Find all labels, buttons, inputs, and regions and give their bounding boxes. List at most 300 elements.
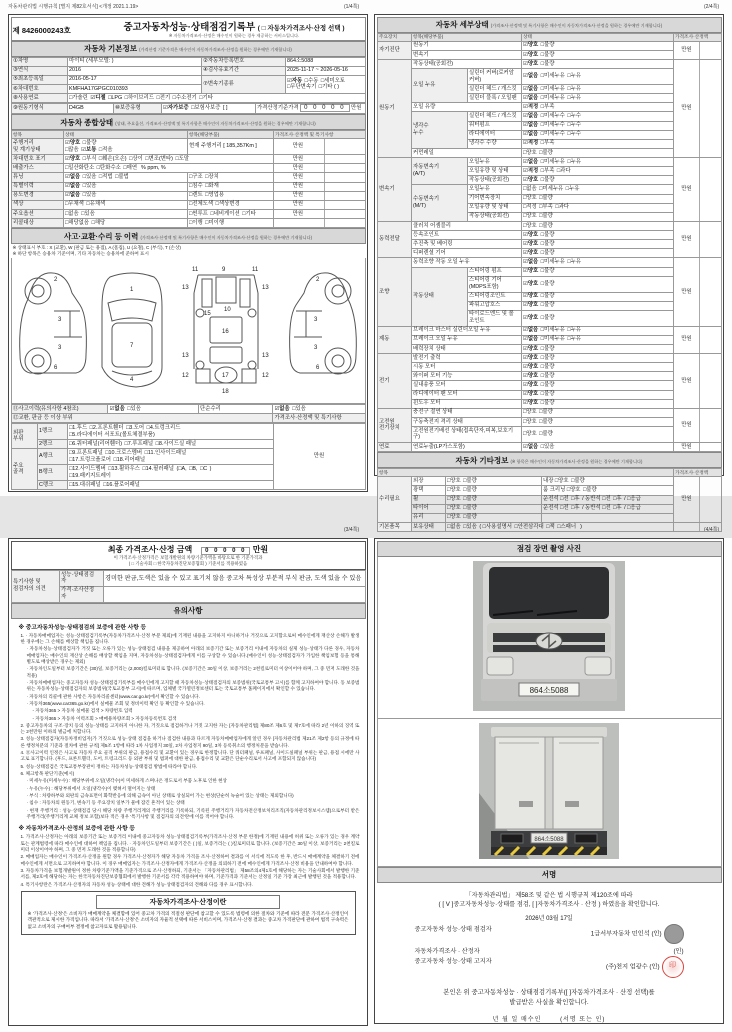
cell-text: 커먼레일 xyxy=(413,149,434,156)
checkbox-전[interactable]: □전 xyxy=(602,505,611,512)
checkbox-누유[interactable]: □누유 xyxy=(567,158,582,165)
checkbox-잭[interactable]: □잭 xyxy=(546,523,555,530)
checkbox-불량[interactable]: □불량 xyxy=(540,249,555,256)
checkbox-후[interactable]: □후 xyxy=(571,505,580,512)
row-label xyxy=(411,267,467,326)
checkbox-양호[interactable]: ☑양호 xyxy=(523,51,539,58)
cell-text: B랭크 xyxy=(39,469,54,476)
checkbox-장치[interactable]: □장치 xyxy=(205,174,219,181)
cell xyxy=(63,219,187,228)
checkbox-스패너[interactable]: □스패너 xyxy=(557,523,577,530)
checkbox-해당없음[interactable]: □해당없음 xyxy=(65,219,90,226)
checkbox-적정[interactable]: ☑적정 xyxy=(523,167,539,174)
cell-text: ⑦변속기종류 xyxy=(203,81,234,87)
checkbox-가솔린[interactable]: □가솔린 xyxy=(69,94,88,101)
cell-text: (M/T) xyxy=(413,203,426,210)
checkbox-없음[interactable]: ☑없음 xyxy=(523,122,539,129)
cell xyxy=(467,158,521,167)
checkbox-세미오토[interactable]: □세미오토 xyxy=(320,77,346,84)
checkbox-전[interactable]: □전 xyxy=(560,496,569,503)
checkbox-양호[interactable]: □양호 xyxy=(566,487,581,494)
checkbox-양호[interactable]: ☑양호 xyxy=(523,391,539,398)
checkbox-양호[interactable]: ☑양호 xyxy=(523,345,539,352)
cell xyxy=(67,449,273,465)
cell-text: 및 계기상태 xyxy=(13,146,41,153)
checkbox-4.트렁크리드[interactable]: □4.트렁크리드 xyxy=(146,425,181,431)
checkbox-불량[interactable]: □불량 xyxy=(540,372,555,379)
checkbox-부족[interactable]: □부족 xyxy=(539,204,553,211)
checkbox-불량[interactable]: □불량 xyxy=(540,268,555,275)
checkbox-없음[interactable]: □없음 xyxy=(447,523,461,530)
checkbox-부족[interactable]: □부족 xyxy=(540,140,555,147)
cell-text: 만원 xyxy=(681,496,692,503)
cell xyxy=(521,167,673,176)
rear-plate-text: 864소5088 xyxy=(534,836,564,843)
signer-row-notifier: 중고자동차 성능·상태 고지자 (주)천지 엄광수 (인) 印 xyxy=(414,956,683,978)
checkbox-전[interactable]: □전 xyxy=(602,496,611,503)
cell xyxy=(411,258,521,267)
checkbox-미세누수[interactable]: □미세누수 xyxy=(540,131,565,138)
checkbox-전체도색[interactable]: □전체도색 xyxy=(189,201,214,208)
checkbox-양호[interactable]: □양호 xyxy=(447,514,461,521)
cell xyxy=(198,405,272,414)
checkbox-불량[interactable]: □불량 xyxy=(539,149,553,156)
checkbox-불량[interactable]: □불량 xyxy=(540,400,555,407)
checkbox-불량[interactable]: □불량 xyxy=(540,42,555,49)
checkbox-불량[interactable]: □불량 xyxy=(540,345,555,352)
cell-text: ( xyxy=(176,465,179,472)
checkbox-양호[interactable]: ☑양호 xyxy=(523,176,539,183)
cell-text: 만원 xyxy=(681,288,692,295)
cell xyxy=(411,50,521,59)
checkbox-미세누유[interactable]: □미세누유 xyxy=(540,158,565,165)
svg-text:2: 2 xyxy=(54,277,58,284)
checkbox-양호[interactable]: □양호 xyxy=(447,487,461,494)
checkbox-후[interactable]: □후 xyxy=(571,496,580,503)
cell-text: 충전구 절연 상태 xyxy=(413,409,453,416)
checkbox-미세누유[interactable]: □미세누유 xyxy=(540,327,565,334)
checkbox-불량[interactable]: □불량 xyxy=(540,391,555,398)
cell xyxy=(673,408,721,442)
checkbox-응급[interactable]: □응급 xyxy=(627,496,641,503)
checkbox-양호[interactable]: ☑양호 xyxy=(523,249,539,256)
cell xyxy=(63,191,187,200)
final-price-title: 최종 가격조사·산정 금액 xyxy=(107,544,193,554)
checkbox-기타[interactable]: □기타 xyxy=(199,94,213,101)
cell-text: 등속조인트 xyxy=(413,231,440,238)
cell-text: 스티어링 기어(MDPS포함) xyxy=(469,277,502,291)
checkbox-미세누수[interactable]: □미세누수 xyxy=(540,113,565,120)
checkbox-누유[interactable]: □누유 xyxy=(567,336,582,343)
checkbox-미세누유[interactable]: □미세누유 xyxy=(540,336,565,343)
checkbox-불량[interactable]: □불량 xyxy=(539,418,553,425)
checkbox-미세누유[interactable]: □미세누유 xyxy=(539,186,564,193)
checkbox-9.프론트패널[interactable]: □9.프론트패널 xyxy=(69,450,103,456)
checkbox-11.인사이드패널[interactable]: □11.인사이드패널 xyxy=(144,450,187,456)
checkbox-없음[interactable]: □없음 xyxy=(523,186,537,193)
checkbox-미세누수[interactable]: □미세누수 xyxy=(540,122,565,129)
checkbox-적법[interactable]: □적법 xyxy=(98,174,113,181)
cell xyxy=(541,477,673,486)
cell-text: 자 xyxy=(61,594,67,601)
cell xyxy=(521,148,673,157)
checkbox-양호[interactable]: □양호 xyxy=(523,149,537,156)
cell xyxy=(467,301,521,310)
checkbox-양호[interactable]: ☑양호 xyxy=(523,60,539,67)
cell-text: ) xyxy=(578,523,582,530)
cell-text: 색상 xyxy=(13,201,24,208)
row-label xyxy=(11,414,272,423)
row-label xyxy=(11,84,67,93)
checkbox-있음[interactable]: □있음 xyxy=(540,443,555,450)
cell xyxy=(673,522,721,531)
checkbox-색상변경[interactable]: □색상변경 xyxy=(215,201,240,208)
checkbox-양호[interactable]: ☑양호 xyxy=(523,382,539,389)
notifier-seal: 印 xyxy=(662,956,684,978)
checkbox-누수[interactable]: □누수 xyxy=(567,122,582,129)
checkbox-불량[interactable]: □불량 xyxy=(463,477,477,484)
checkbox-12.사이드멤버[interactable]: □12.사이드멤버 xyxy=(69,465,106,472)
checkbox-응급[interactable]: □응급 xyxy=(627,505,641,512)
cell-text: ( xyxy=(479,523,483,530)
checkbox-보통[interactable]: ☑보통 xyxy=(81,146,97,153)
document-number: 제 8426000243호 xyxy=(12,25,71,35)
checkbox-양호[interactable]: □양호 xyxy=(554,477,569,484)
checkbox-변조(변타)[interactable]: □변조(변타) xyxy=(145,155,173,162)
checkbox-상이[interactable]: □상이 xyxy=(129,155,143,162)
cell-text: 냉각수 xyxy=(413,123,429,130)
checkbox-양호[interactable]: ☑양호 xyxy=(523,280,539,287)
cell-text: 2016-05-17 xyxy=(69,76,97,83)
checkbox-하이브리드[interactable]: □하이브리드 xyxy=(124,94,154,101)
checkbox-도말[interactable]: □도말 xyxy=(175,155,190,162)
checkbox-19.패키지트레이[interactable]: □19.패키지트레이 xyxy=(69,472,111,479)
notes-line: 2. 중고자동차의 구조·장치 등의 성능·상태를 고지하지 아니한 자, 거짓으로 점검하거나 거짓 고지한 자는 [자동차관리법] 제80조 제6호 및 제7호에 따라 2년 이하의 징역 또는 2천만원 이하의 벌금에 처합니다. xyxy=(20,722,360,735)
checkbox-있음[interactable]: □있음 xyxy=(81,210,95,217)
checkbox-양호[interactable]: ☑양호 xyxy=(523,314,539,321)
checkbox-불량[interactable]: □불량 xyxy=(540,280,555,287)
cell-text: 만원 xyxy=(681,421,692,428)
checkbox-6.쿼터패널(리어휀더)[interactable]: □6.쿼터패널(리어휀더) xyxy=(69,440,123,447)
cell-text: 고전원전기배선 상태(접속단자,피복,보호기구) xyxy=(413,427,514,441)
cell-text: 배출가스 xyxy=(13,164,34,171)
checkbox-미세누유[interactable]: □미세누유 xyxy=(540,73,565,80)
cell-text: 만원 xyxy=(681,47,692,53)
cell xyxy=(411,442,521,451)
cell-text: 작동상태(공회전) xyxy=(469,213,510,220)
checkbox-과다[interactable]: □과다 xyxy=(556,167,571,174)
checkbox-구조[interactable]: □구조 xyxy=(189,174,203,181)
checkbox-누수[interactable]: □누수 xyxy=(567,113,582,120)
checkbox-7.루프패널[interactable]: □7.루프패널 xyxy=(124,440,154,447)
checkbox-전[interactable]: □전 xyxy=(560,505,569,512)
checkbox-누유[interactable]: □누유 xyxy=(567,73,582,80)
checkbox-불량[interactable]: □불량 xyxy=(540,363,555,370)
cell xyxy=(521,399,673,408)
checkbox-양호[interactable]: ☑양호 xyxy=(523,302,539,309)
checkbox-없음[interactable]: ☑없음 xyxy=(65,183,81,190)
checkbox-불량[interactable]: □불량 xyxy=(82,139,97,146)
cell-text: 차대번호 표기 xyxy=(13,155,46,162)
checkbox-렌트[interactable]: □렌트 xyxy=(189,192,203,199)
svg-text:13: 13 xyxy=(262,285,269,292)
checkbox-보험사보증[interactable]: □보험사보증 xyxy=(191,105,221,112)
row-label xyxy=(11,200,63,209)
checkbox-불량[interactable]: □불량 xyxy=(540,176,555,183)
checkbox-없음[interactable]: ☑없음 xyxy=(523,259,539,266)
checkbox-적정[interactable]: □적정 xyxy=(523,204,537,211)
row-label xyxy=(377,522,411,531)
checkbox-양호[interactable]: ☑양호 xyxy=(523,293,539,300)
checkbox-탄화수소[interactable]: □탄화수소 xyxy=(96,164,121,171)
checkbox-불량[interactable]: □불량 xyxy=(540,354,555,361)
checkbox-없음[interactable]: ☑없음 xyxy=(523,327,539,334)
checkbox-불량[interactable]: □불량 xyxy=(540,60,555,67)
checkbox-양호[interactable]: □양호 xyxy=(447,496,461,503)
checkbox-있음[interactable]: □있음 xyxy=(463,523,477,530)
cell-text: 리콜대상 xyxy=(13,219,34,226)
cell-text: 변속기 xyxy=(413,51,429,58)
checkbox-없음[interactable]: ☑없음 xyxy=(523,336,539,343)
cell xyxy=(521,203,673,212)
notes-line: · 현재 주행거리 : 성능·상태점검 당시 해당 차량 주행거리계의 주행거리를 기록하되, 기록된 주행거리가 자동차전산정보처리조직(자동차관리정보시스템)으로부터 받은 주행거리(주행거리계 교체 정보 포함)보다 적은 경우 '특기사항 및 점검자의 의견'란에 이를 적어야 합니다. xyxy=(26,807,360,820)
checkbox-적음[interactable]: □적음 xyxy=(98,146,113,153)
checkbox-없음[interactable]: ☑없음 xyxy=(523,113,539,120)
checkbox-양호[interactable]: ☑양호 xyxy=(65,155,81,162)
vehicle-damage-diagram xyxy=(11,258,366,404)
cell-text: 자동변속기 xyxy=(413,164,440,171)
section-accident-history: 사고·교환·수리 등 이력 (가격조사·산정액 및 특기사항은 매수인이 자동차가격조사·산정을 원하는 경우에만 기재합니다) xyxy=(11,228,366,244)
checkbox-누유[interactable]: □누유 xyxy=(567,85,582,92)
checkbox-10.크로스멤버[interactable]: □10.크로스멤버 xyxy=(105,450,143,456)
checkbox-불량[interactable]: □불량 xyxy=(540,240,555,247)
cell xyxy=(273,424,365,490)
checkbox-누유[interactable]: □누유 xyxy=(567,259,582,266)
cell xyxy=(67,440,273,449)
checkbox-불량[interactable]: □불량 xyxy=(540,382,555,389)
checkbox-양호[interactable]: ☑양호 xyxy=(523,231,539,238)
checkbox-수소전기[interactable]: □수소전기 xyxy=(172,94,197,101)
cell xyxy=(187,200,273,209)
checkbox-유채색[interactable]: □유채색 xyxy=(86,201,106,208)
checkbox-불량[interactable]: □불량 xyxy=(463,487,477,494)
checkbox-있음[interactable]: □있음 xyxy=(82,183,97,190)
cell-text: 만원 xyxy=(681,443,692,450)
checkbox-부족[interactable]: □부족 xyxy=(540,167,555,174)
cell-text: 배력장치 상태 xyxy=(413,345,446,352)
checkbox-과다[interactable]: □과다 xyxy=(555,204,570,211)
checkbox-양호[interactable]: □양호 xyxy=(523,409,537,416)
svg-text:1: 1 xyxy=(130,287,134,294)
checkbox-해당[interactable]: □해당 xyxy=(91,219,106,226)
checkbox-양호[interactable]: ☑양호 xyxy=(523,400,539,407)
checkbox-불량[interactable]: □불량 xyxy=(540,302,555,309)
cell-text: 만원 xyxy=(313,453,325,460)
cell-text: 조향 xyxy=(379,288,390,295)
price-survey-option[interactable]: ( □ 자동차가격조사·산정 선택 ) xyxy=(257,24,345,32)
checkbox-양호[interactable]: ☑양호 xyxy=(523,240,539,247)
checkbox-무채색[interactable]: □무채색 xyxy=(65,201,84,208)
cell-text: 실린더 헤드 / 개스킷 xyxy=(469,85,517,92)
checkbox-3.도어[interactable]: □3.도어 xyxy=(125,425,145,431)
panel-rank-table xyxy=(11,423,366,490)
checkbox-18.리어패널[interactable]: □18.리어패널 xyxy=(113,456,146,463)
checkbox-양호[interactable]: ☑양호 xyxy=(523,354,539,361)
checkbox-양호[interactable]: □양호 xyxy=(523,418,537,425)
column-header xyxy=(411,33,521,41)
checkbox-불량[interactable]: □불량 xyxy=(571,477,585,484)
checkbox-미이행[interactable]: □미이행 xyxy=(205,219,225,226)
checkbox-후[interactable]: □후 xyxy=(613,505,622,512)
cell xyxy=(673,221,721,258)
checkbox-누유[interactable]: □누유 xyxy=(565,186,580,193)
checkbox-매연[interactable]: □매연 xyxy=(123,164,138,171)
checkbox-16.플로어패널[interactable]: □16.플로어패널 xyxy=(103,481,140,488)
checkbox-없음[interactable]: ☑없음 xyxy=(523,131,539,138)
checkbox-양호[interactable]: ☑양호 xyxy=(523,268,539,275)
checkbox-없음[interactable]: ☑없음 xyxy=(523,73,539,80)
checkbox-기타 ( )[interactable]: □기타 ( ) xyxy=(318,84,340,91)
checkbox-8.사이드실 패널[interactable]: □8.사이드실 패널 xyxy=(155,440,197,447)
checkbox-기타[interactable]: □기타 xyxy=(242,210,256,217)
checkbox-양호[interactable]: ☑양호 xyxy=(65,139,81,146)
checkbox-영업용[interactable]: □영업용 xyxy=(205,192,225,199)
checkbox-디젤[interactable]: ☑디젤 xyxy=(90,94,106,101)
checkbox-훼손(오손)[interactable]: □훼손(오손) xyxy=(98,155,127,162)
checkbox-미세누유[interactable]: □미세누유 xyxy=(540,259,565,266)
checkbox-15.대쉬패널[interactable]: □15.대쉬패널 xyxy=(69,481,101,488)
checkbox-미세누유[interactable]: □미세누유 xyxy=(540,94,565,101)
checkbox-후[interactable]: □후 xyxy=(613,496,622,503)
cell xyxy=(187,173,273,182)
checkbox-침수[interactable]: □침수 xyxy=(189,183,203,190)
page-3-final-price xyxy=(8,538,368,1026)
checkbox-불량[interactable]: □불량 xyxy=(539,195,553,202)
checkbox-네비게이션[interactable]: □네비게이션 xyxy=(210,210,240,217)
checkbox-없음[interactable]: ☑없음 xyxy=(274,405,290,412)
cell xyxy=(411,249,521,258)
checkbox-양호[interactable]: □양호 xyxy=(523,222,537,229)
checkbox-화재[interactable]: □화재 xyxy=(205,183,219,190)
checkbox-B,[interactable]: □B, xyxy=(189,465,198,472)
svg-text:13: 13 xyxy=(182,353,189,360)
checkbox-양호[interactable]: ☑양호 xyxy=(523,372,539,379)
cell xyxy=(467,94,521,103)
checkbox-없음[interactable]: ☑없음 xyxy=(523,85,539,92)
checkbox-안전삼각대[interactable]: □안전삼각대 xyxy=(514,523,544,530)
cell xyxy=(521,390,673,399)
checkbox-양호[interactable]: □양호 xyxy=(523,195,537,202)
checkbox-없음[interactable]: □없음 xyxy=(65,210,79,217)
checkbox-1.후드[interactable]: □1.후드 xyxy=(69,425,88,431)
checkbox-일산화탄소[interactable]: □일산화탄소 xyxy=(65,164,95,171)
checkbox-자가보증[interactable]: ☑자가보증 xyxy=(163,105,189,112)
checkbox-미세누유[interactable]: □미세누유 xyxy=(540,85,565,92)
checkbox-17.트렁크플로어[interactable]: □17.트렁크플로어 xyxy=(69,456,111,463)
checkbox-없음[interactable]: ☑없음 xyxy=(65,174,81,181)
checkbox-없음[interactable]: ☑없음 xyxy=(523,158,539,165)
checkbox-불량[interactable]: □불량 xyxy=(583,487,597,494)
checkbox-양호[interactable]: □양호 xyxy=(447,505,461,512)
checkbox-없음[interactable]: ☑없음 xyxy=(523,443,539,450)
checkbox-없음[interactable]: ☑없음 xyxy=(523,94,539,101)
cell xyxy=(521,231,673,240)
checkbox-불법[interactable]: □불법 xyxy=(115,174,129,181)
checkbox-적정[interactable]: ☑적정 xyxy=(523,140,539,147)
checkbox-있음[interactable]: □있음 xyxy=(127,405,141,412)
checkbox-양호[interactable]: ☑양호 xyxy=(523,363,539,370)
checkbox-A,[interactable]: □A, xyxy=(178,465,187,472)
checkbox-무단변속기[interactable]: □무단변속기 xyxy=(287,84,317,91)
checkbox-적정[interactable]: ☑적정 xyxy=(523,103,539,110)
checkbox-누수[interactable]: □누수 xyxy=(567,131,582,138)
checkbox-불량[interactable]: □불량 xyxy=(540,314,555,321)
checkbox-전기[interactable]: □전기 xyxy=(156,94,171,101)
checkbox-14.필러패널[interactable]: □14.필러패널 xyxy=(142,465,174,472)
checkbox-부족[interactable]: □부족 xyxy=(540,103,555,110)
checkbox-없음[interactable]: ☑없음 xyxy=(109,405,125,412)
checkbox-13.휠하우스[interactable]: □13.휠하우스 xyxy=(108,465,140,472)
checkbox-누유[interactable]: □누유 xyxy=(567,327,582,334)
checkbox-양호[interactable]: □양호 xyxy=(523,431,537,438)
row-label xyxy=(113,104,161,114)
column-header xyxy=(377,469,673,477)
checkbox-수동[interactable]: □수동 xyxy=(304,77,319,84)
checkbox-LPG[interactable]: □LPG xyxy=(108,94,123,101)
checkbox-양호[interactable]: □양호 xyxy=(523,213,537,220)
cell xyxy=(411,390,521,399)
column-header xyxy=(63,131,187,139)
checkbox-불량[interactable]: □불량 xyxy=(463,505,477,512)
checkbox-양호[interactable]: □양호 xyxy=(447,477,461,484)
cell xyxy=(521,130,673,139)
checkbox-불량[interactable]: □불량 xyxy=(540,231,555,238)
cell xyxy=(273,182,365,191)
checkbox-5.라디에이터 서포트(볼트체결부품)[interactable]: □5.라디에이터 서포트(볼트체결부품) xyxy=(69,431,155,438)
checkbox-많음[interactable]: □많음 xyxy=(65,146,79,153)
cell-text: 항목(해당부품) xyxy=(189,131,220,137)
checkbox-불량[interactable]: □불량 xyxy=(540,51,555,58)
cell xyxy=(467,112,521,121)
cell-text: 클러치 어셈블리 xyxy=(413,222,451,229)
checkbox-불량[interactable]: □불량 xyxy=(463,496,477,503)
checkbox-부식[interactable]: □부식 xyxy=(82,155,97,162)
checkbox-자동[interactable]: ☑자동 xyxy=(287,77,303,84)
cell xyxy=(63,155,273,164)
notes-line: · 누유(누수) : 해당부위에서 오일(냉각수)이 맺혀서 떨어지는 상태 xyxy=(26,785,156,791)
checkbox-불량[interactable]: □불량 xyxy=(539,409,553,416)
cell xyxy=(411,41,521,50)
checkbox-누유[interactable]: □누유 xyxy=(567,94,582,101)
checkbox-C[interactable]: □C xyxy=(200,465,208,472)
checkbox-썬루프[interactable]: □썬루프 xyxy=(189,210,208,217)
checkbox-있음[interactable]: □있음 xyxy=(292,405,306,412)
checkbox-양호[interactable]: ☑양호 xyxy=(523,42,539,49)
checkbox-있음[interactable]: □있음 xyxy=(82,174,97,181)
checkbox-이행[interactable]: □이행 xyxy=(189,219,203,226)
checkbox-없음[interactable]: ☑없음 xyxy=(65,192,81,199)
row-label xyxy=(411,69,467,103)
checkbox-있음[interactable]: □있음 xyxy=(82,192,97,199)
checkbox-불량[interactable]: □불량 xyxy=(463,514,477,521)
checkbox-2.프론트휀더[interactable]: □2.프론트휀더 xyxy=(89,425,124,431)
checkbox-불량[interactable]: □불량 xyxy=(539,431,553,438)
checkbox-사용설명서[interactable]: □사용설명서 xyxy=(482,523,512,530)
checkbox-불량[interactable]: □불량 xyxy=(539,222,553,229)
checkbox-불량[interactable]: □불량 xyxy=(539,213,553,220)
checkbox-불량[interactable]: □불량 xyxy=(540,293,555,300)
svg-text:3: 3 xyxy=(58,317,62,324)
